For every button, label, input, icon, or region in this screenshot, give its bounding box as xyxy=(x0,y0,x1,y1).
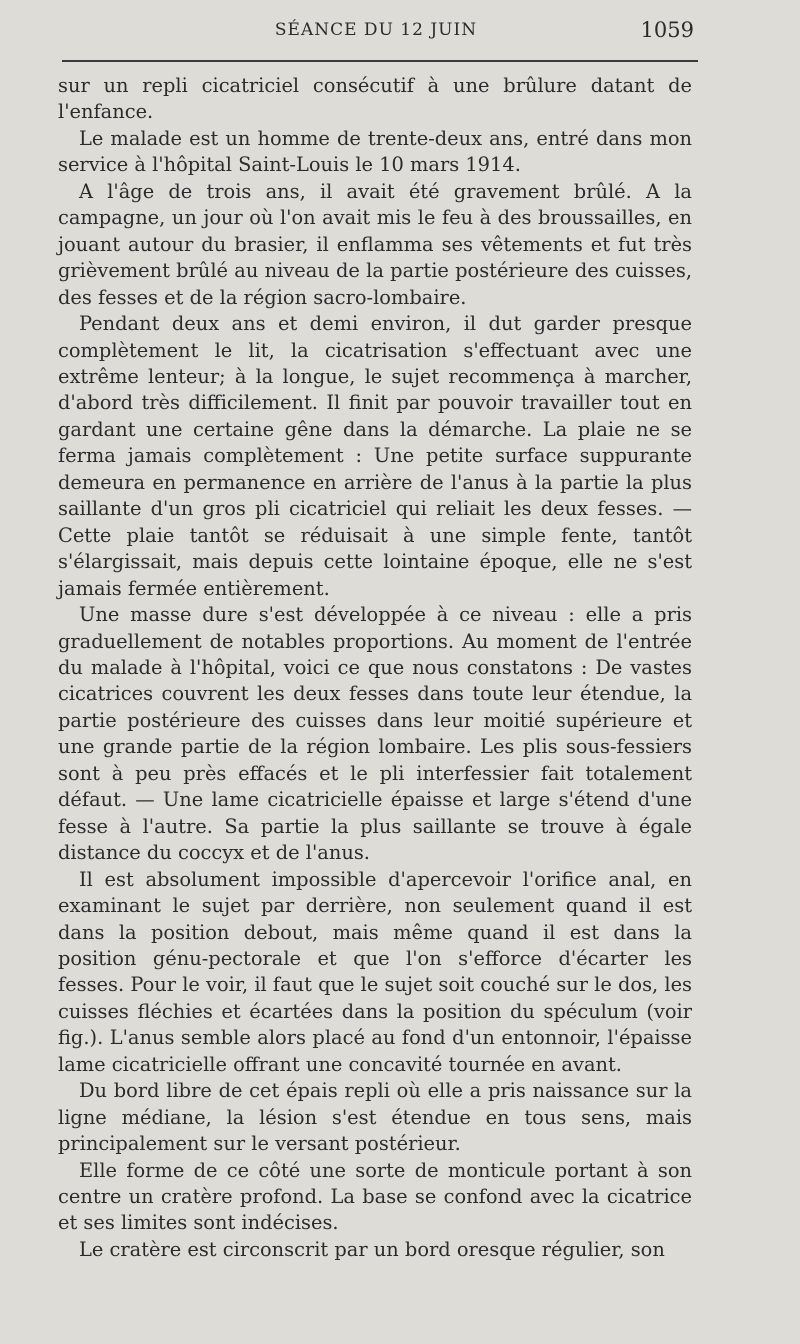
paragraph-truncated: Le cratère est circonscrit par un bord oresque régulier, son xyxy=(79,1237,665,1261)
running-title: SÉANCE DU 12 JUIN xyxy=(274,20,478,40)
paragraph: Il est absolument impossible d'apercevoir l'orifice anal, en examinant le sujet par derrière, non seulement quand il est dans la position debout, mais même quand il est dans la position génu-pectorale et que l'on s'efforce d'écarter les fesses. Pour le voir, il faut que le sujet soit couché sur le dos, les cuisses fléchies et écartées dans la position du spéculum (voir fig.). L'anus semble alors placé au fond d'un entonnoir, l'épaisse lame cicatricielle offrant une concavité tournée en avant. xyxy=(58,867,692,1076)
paragraph: Pendant deux ans et demi environ, il dut garder presque complètement le lit, la cicatrisation s'effectuant avec une extrême lenteur; à la longue, le sujet recommença à marcher, d'abord très difficilement. Il finit par pouvoir travailler tout en gardant une certaine gêne dans la démarche. La plaie ne se ferma jamais complètement : Une petite surface suppurante demeura en permanence en arrière de l'anus à la partie la plus saillante d'un gros pli cicatriciel qui reliait les deux fesses. — Cette plaie tantôt se réduisait à une simple fente, tantôt s'élargissait, mais depuis cette lointaine époque, elle ne s'est jamais fermée entièrement. xyxy=(58,312,692,600)
paragraph: A l'âge de trois ans, il avait été gravement brûlé. A la campagne, un jour où l'on avait mis le feu à des broussailles, en jouant autour du brasier, il enflamma ses vêtements et fut très grièvement brûlé au niveau de la partie postérieure des cuisses, des fesses et de la région sacro-lombaire. xyxy=(58,179,692,309)
paragraph: Une masse dure s'est développée à ce niveau : elle a pris graduellement de notables proportions. Au moment de l'entrée du malade à l'hôpital, voici ce que nous constatons : De vastes cicatrices couvrent les deux fesses dans toute leur étendue, la partie postérieure des cuisses dans leur moitié supérieure et une grande partie de la région lombaire. Les plis sous-fessiers sont à peu près effacés et le pli interfessier fait totalement défaut. — Une lame cicatricielle épaisse et large s'étend d'une fesse à l'autre. Sa partie la plus saillante se trouve à égale distance du coccyx et de l'anus. xyxy=(58,603,692,865)
running-header xyxy=(58,18,694,48)
body-text xyxy=(58,73,692,1263)
header-rule xyxy=(62,60,698,62)
paragraph: Du bord libre de cet épais repli où elle a pris naissance sur la ligne médiane, la lésion s'est étendue en tous sens, mais principalement sur le versant postérieur. xyxy=(58,1079,692,1156)
page-number: 1059 xyxy=(640,18,694,42)
paragraph: Le malade est un homme de trente-deux ans, entré dans mon service à l'hôpital Saint-Louis le 10 mars 1914. xyxy=(58,126,692,177)
paragraph: Elle forme de ce côté une sorte de monticule portant à son centre un cratère profond. La base se confond avec la cicatrice et ses limites sont indécises. xyxy=(58,1158,692,1235)
paragraph-continuation: sur un repli cicatriciel consécutif à une brûlure datant de l'enfance. xyxy=(58,74,692,124)
